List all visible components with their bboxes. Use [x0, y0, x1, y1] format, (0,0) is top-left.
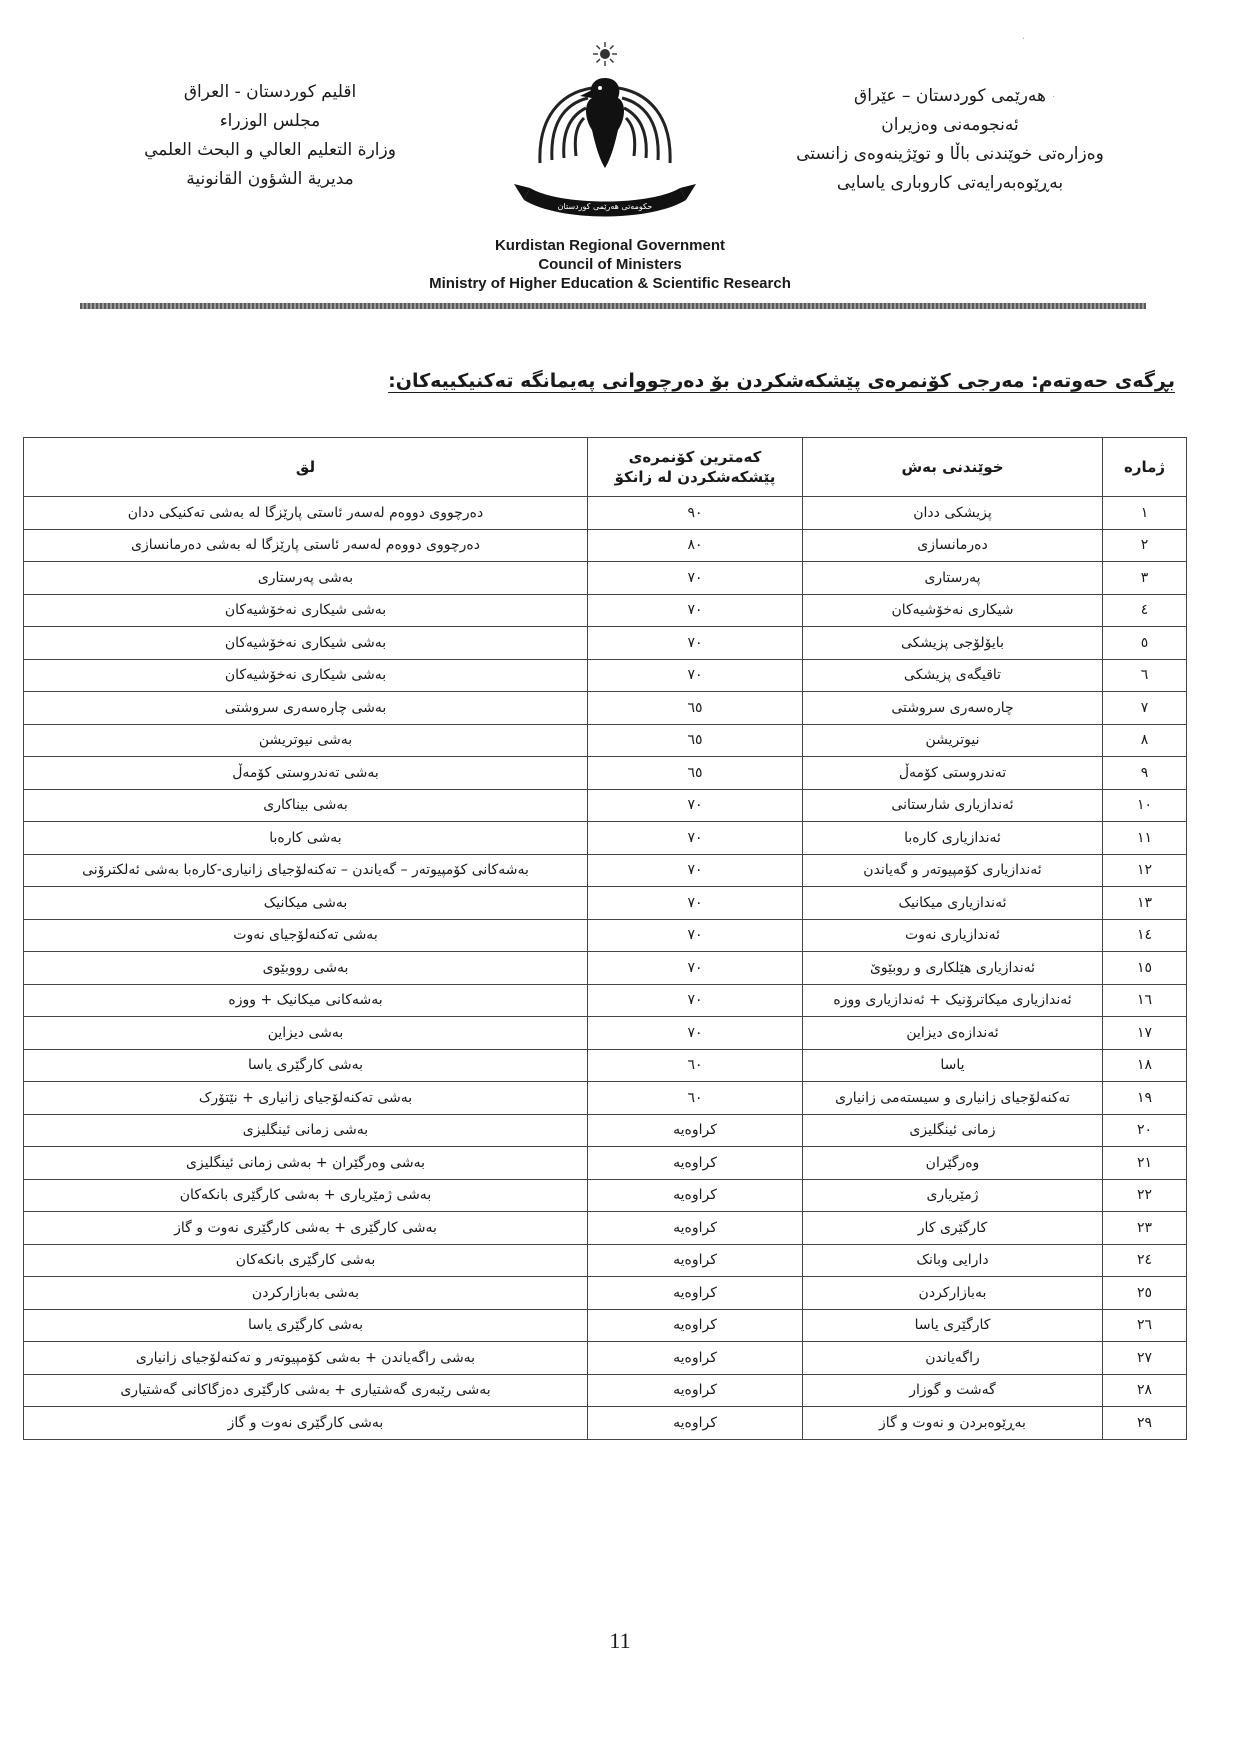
- cell-department: نیوتریشن: [803, 724, 1103, 757]
- cell-min-score: ٨٠: [588, 529, 803, 562]
- table-body: [24, 497, 1187, 1440]
- table-row: [24, 1277, 1187, 1310]
- header-kurdish-line-4: بەڕێوەبەرایەتی کاروباری یاسایی: [836, 173, 1064, 193]
- header-kurdish-line-2: ئەنجومەنی وەزیران: [881, 115, 1019, 135]
- cell-number: ٩: [1103, 757, 1187, 790]
- cell-branch: بەشی شیکاری نەخۆشیەکان: [24, 627, 588, 660]
- cell-branch: بەشی کارگێری نەوت و گاز: [24, 1407, 588, 1440]
- cell-min-score: ٦٥: [588, 692, 803, 725]
- table-row: [24, 1342, 1187, 1375]
- table-header-row: [24, 438, 1187, 497]
- cell-min-score: کراوەیە: [588, 1342, 803, 1375]
- cell-department: ئەندازیاری هێلکاری و روبێوێ: [803, 952, 1103, 985]
- cell-department: یاسا: [803, 1049, 1103, 1082]
- cell-min-score: ٧٠: [588, 984, 803, 1017]
- cell-min-score: ٧٠: [588, 822, 803, 855]
- cell-branch: دەرچووی دووەم لەسەر ئاستی پارێزگا لە بەشی دەرمانسازی: [24, 529, 588, 562]
- cell-min-score: ٦٥: [588, 724, 803, 757]
- cell-department: پزیشکی ددان: [803, 497, 1103, 530]
- cell-branch: بەشی دیزاین: [24, 1017, 588, 1050]
- table-row: [24, 659, 1187, 692]
- cell-department: وەرگێران: [803, 1147, 1103, 1180]
- cell-branch: بەشی بیناکاری: [24, 789, 588, 822]
- cell-department: تەندروستی کۆمەڵ: [803, 757, 1103, 790]
- cell-min-score: کراوەیە: [588, 1212, 803, 1245]
- table-row: [24, 822, 1187, 855]
- cell-branch: بەشی شیکاری نەخۆشیەکان: [24, 594, 588, 627]
- cell-number: ٧: [1103, 692, 1187, 725]
- requirements-table: [23, 437, 1187, 1440]
- cell-branch: بەشی نیوتریشن: [24, 724, 588, 757]
- cell-min-score: ٦٠: [588, 1049, 803, 1082]
- cell-min-score: کراوەیە: [588, 1277, 803, 1310]
- column-header-department: خوێندنی بەش: [803, 438, 1103, 497]
- cell-branch: دەرچووی دووەم لەسەر ئاستی پارێزگا لە بەشی تەکنیکی ددان: [24, 497, 588, 530]
- cell-department: گەشت و گوزار: [803, 1374, 1103, 1407]
- cell-number: ١٣: [1103, 887, 1187, 920]
- cell-min-score: ٧٠: [588, 659, 803, 692]
- cell-number: ٢٩: [1103, 1407, 1187, 1440]
- cell-branch: بەشی کارگێری یاسا: [24, 1049, 588, 1082]
- cell-min-score: ٦٥: [588, 757, 803, 790]
- cell-department: شیکاری نەخۆشیەکان: [803, 594, 1103, 627]
- cell-branch: بەشی راگەیاندن + بەشی کۆمپیوتەر و تەکنەلۆجیای زانیاری: [24, 1342, 588, 1375]
- cell-number: ٣: [1103, 562, 1187, 595]
- cell-department: بایۆلۆجی پزیشکی: [803, 627, 1103, 660]
- header-arabic-line-2: مجلس الوزراء: [219, 111, 321, 131]
- scan-speck: ·: [1022, 34, 1026, 45]
- header-english-line-2: Council of Ministers: [538, 256, 682, 273]
- cell-department: ئەندازیاری کارەبا: [803, 822, 1103, 855]
- table-row: [24, 1114, 1187, 1147]
- cell-branch: بەشی ژمێریاری + بەشی کارگێری بانکەکان: [24, 1179, 588, 1212]
- cell-min-score: ٧٠: [588, 887, 803, 920]
- page-number: 11: [609, 1628, 631, 1653]
- cell-branch: بەشی چارەسەری سروشتی: [24, 692, 588, 725]
- cell-number: ١١: [1103, 822, 1187, 855]
- cell-min-score: ٧٠: [588, 594, 803, 627]
- cell-number: ٢٨: [1103, 1374, 1187, 1407]
- cell-min-score: کراوەیە: [588, 1147, 803, 1180]
- cell-number: ٨: [1103, 724, 1187, 757]
- cell-min-score: کراوەیە: [588, 1244, 803, 1277]
- header-kurdish-line-1: هەرێمی کوردستان – عێراق: [854, 86, 1046, 106]
- cell-department: ئەندازەی دیزاین: [803, 1017, 1103, 1050]
- cell-branch: بەشی تەکنەلۆجیای زانیاری + نێتۆرک: [24, 1082, 588, 1115]
- cell-department: ئەندازیاری میکاترۆنیک + ئەندازیاری ووزە: [803, 984, 1103, 1017]
- table-row: [24, 887, 1187, 920]
- cell-department: تەکنەلۆجیای زانیاری و سیستەمی زانیاری: [803, 1082, 1103, 1115]
- table-row: [24, 1082, 1187, 1115]
- table-row: [24, 1309, 1187, 1342]
- cell-min-score: کراوەیە: [588, 1407, 803, 1440]
- cell-min-score: ٧٠: [588, 627, 803, 660]
- cell-min-score: ٧٠: [588, 562, 803, 595]
- cell-min-score: ٩٠: [588, 497, 803, 530]
- header-divider: [80, 303, 1146, 309]
- cell-department: ئەندازیاری نەوت: [803, 919, 1103, 952]
- cell-branch: بەشی کارەبا: [24, 822, 588, 855]
- cell-number: ٦: [1103, 659, 1187, 692]
- table-row: [24, 1212, 1187, 1245]
- cell-department: زمانی ئینگلیزی: [803, 1114, 1103, 1147]
- cell-branch: بەشی کارگێری + بەشی کارگێری نەوت و گاز: [24, 1212, 588, 1245]
- cell-number: ١٩: [1103, 1082, 1187, 1115]
- table-row: [24, 952, 1187, 985]
- header-arabic-line-1: اقليم كوردستان - العراق: [183, 82, 357, 102]
- cell-branch: بەشی زمانی ئینگلیزی: [24, 1114, 588, 1147]
- cell-branch: بەشەکانی میکانیک + ووزە: [24, 984, 588, 1017]
- table-row: [24, 1374, 1187, 1407]
- header-kurdish: [770, 82, 1130, 198]
- cell-min-score: ٧٠: [588, 919, 803, 952]
- cell-number: ٢٥: [1103, 1277, 1187, 1310]
- header-arabic-line-4: مديرية الشؤون القانونية: [186, 169, 354, 189]
- kurdistan-emblem-icon: [500, 38, 710, 234]
- cell-number: ٢١: [1103, 1147, 1187, 1180]
- emblem-seal-text: حکومەتی هەرێمی کوردستان: [557, 202, 653, 211]
- table-row: [24, 1049, 1187, 1082]
- cell-department: ئەندازیاری شارستانی: [803, 789, 1103, 822]
- header-english-line-1: Kurdistan Regional Government: [494, 237, 726, 254]
- cell-branch: بەشی کارگێری یاسا: [24, 1309, 588, 1342]
- cell-number: ١٤: [1103, 919, 1187, 952]
- table-row: [24, 1179, 1187, 1212]
- cell-number: ٢٤: [1103, 1244, 1187, 1277]
- header-kurdish-line-3: وەزارەتی خوێندنی باڵا و توێژینەوەی زانستی: [796, 144, 1104, 164]
- cell-department: بەڕێوەبردن و نەوت و گاز: [803, 1407, 1103, 1440]
- cell-number: ١٨: [1103, 1049, 1187, 1082]
- cell-department: کارگێری یاسا: [803, 1309, 1103, 1342]
- cell-number: ١٥: [1103, 952, 1187, 985]
- column-header-min-score: کەمترین کۆنمرەی پێشکەشکردن لە زانکۆ: [588, 438, 803, 497]
- cell-branch: بەشی پەرستاری: [24, 562, 588, 595]
- cell-number: ١: [1103, 497, 1187, 530]
- table-row: [24, 692, 1187, 725]
- cell-min-score: کراوەیە: [588, 1179, 803, 1212]
- cell-department: پەرستاری: [803, 562, 1103, 595]
- cell-min-score: ٧٠: [588, 1017, 803, 1050]
- table-row: [24, 562, 1187, 595]
- cell-branch: بەشی تەندروستی کۆمەڵ: [24, 757, 588, 790]
- cell-branch: بەشی وەرگێران + بەشی زمانی ئینگلیزی: [24, 1147, 588, 1180]
- cell-number: ٥: [1103, 627, 1187, 660]
- table-row: [24, 529, 1187, 562]
- table-row: [24, 854, 1187, 887]
- table-row: [24, 497, 1187, 530]
- cell-min-score: کراوەیە: [588, 1309, 803, 1342]
- header-arabic-line-3: وزارة التعليم العالي و البحث العلمي: [144, 140, 396, 160]
- cell-department: بەبازارکردن: [803, 1277, 1103, 1310]
- cell-number: ١٦: [1103, 984, 1187, 1017]
- table-row: [24, 1147, 1187, 1180]
- table-row: [24, 594, 1187, 627]
- cell-number: ١٠: [1103, 789, 1187, 822]
- cell-number: ٢٦: [1103, 1309, 1187, 1342]
- cell-branch: بەشی رێبەری گەشتیاری + بەشی کارگێری دەزگاکانی گەشتیاری: [24, 1374, 588, 1407]
- cell-number: ٢٣: [1103, 1212, 1187, 1245]
- cell-min-score: ٧٠: [588, 952, 803, 985]
- scan-speck: ·: [1052, 92, 1056, 103]
- cell-number: ٢٢: [1103, 1179, 1187, 1212]
- cell-department: ژمێریاری: [803, 1179, 1103, 1212]
- cell-department: ئەندازیاری کۆمپیوتەر و گەیاندن: [803, 854, 1103, 887]
- header-english-line-3: Ministry of Higher Education & Scientific Research: [429, 275, 791, 292]
- section-title: بڕگەی حەوتەم: مەرجی کۆنمرەی پێشکەشکردن بۆ دەرچووانی پەیمانگە تەکنیکییەکان:: [388, 370, 1175, 392]
- cell-department: چارەسەری سروشتی: [803, 692, 1103, 725]
- table-row: [24, 1407, 1187, 1440]
- table-row: [24, 919, 1187, 952]
- cell-branch: بەشی میکانیک: [24, 887, 588, 920]
- cell-department: تاقیگەی پزیشکی: [803, 659, 1103, 692]
- cell-department: دارایی وبانک: [803, 1244, 1103, 1277]
- header-english: [400, 236, 820, 293]
- cell-number: ٢: [1103, 529, 1187, 562]
- cell-department: ئەندازیاری میکانیک: [803, 887, 1103, 920]
- cell-number: ٢٠: [1103, 1114, 1187, 1147]
- cell-branch: بەشی شیکاری نەخۆشیەکان: [24, 659, 588, 692]
- cell-branch: بەشی کارگێری بانکەکان: [24, 1244, 588, 1277]
- cell-number: ٤: [1103, 594, 1187, 627]
- table-row: [24, 627, 1187, 660]
- cell-department: کارگێری کار: [803, 1212, 1103, 1245]
- cell-branch: بەشی تەکنەلۆجیای نەوت: [24, 919, 588, 952]
- table-row: [24, 984, 1187, 1017]
- cell-min-score: کراوەیە: [588, 1114, 803, 1147]
- cell-min-score: ٦٠: [588, 1082, 803, 1115]
- table-row: [24, 1244, 1187, 1277]
- table-row: [24, 757, 1187, 790]
- column-header-branch: لق: [24, 438, 588, 497]
- cell-number: ١٧: [1103, 1017, 1187, 1050]
- cell-min-score: ٧٠: [588, 789, 803, 822]
- cell-number: ٢٧: [1103, 1342, 1187, 1375]
- cell-branch: بەشەکانی کۆمپیوتەر – گەیاندن – تەکنەلۆجیای زانیاری-کارەبا بەشی ئەلکترۆنی: [24, 854, 588, 887]
- cell-branch: بەشی رووبێوی: [24, 952, 588, 985]
- table-row: [24, 1017, 1187, 1050]
- table-row: [24, 789, 1187, 822]
- cell-min-score: ٧٠: [588, 854, 803, 887]
- header-arabic: [120, 78, 420, 194]
- cell-branch: بەشی بەبازارکردن: [24, 1277, 588, 1310]
- cell-department: راگەیاندن: [803, 1342, 1103, 1375]
- cell-number: ١٢: [1103, 854, 1187, 887]
- column-header-number: ژمارە: [1103, 438, 1187, 497]
- cell-department: دەرمانسازی: [803, 529, 1103, 562]
- cell-min-score: کراوەیە: [588, 1374, 803, 1407]
- table-row: [24, 724, 1187, 757]
